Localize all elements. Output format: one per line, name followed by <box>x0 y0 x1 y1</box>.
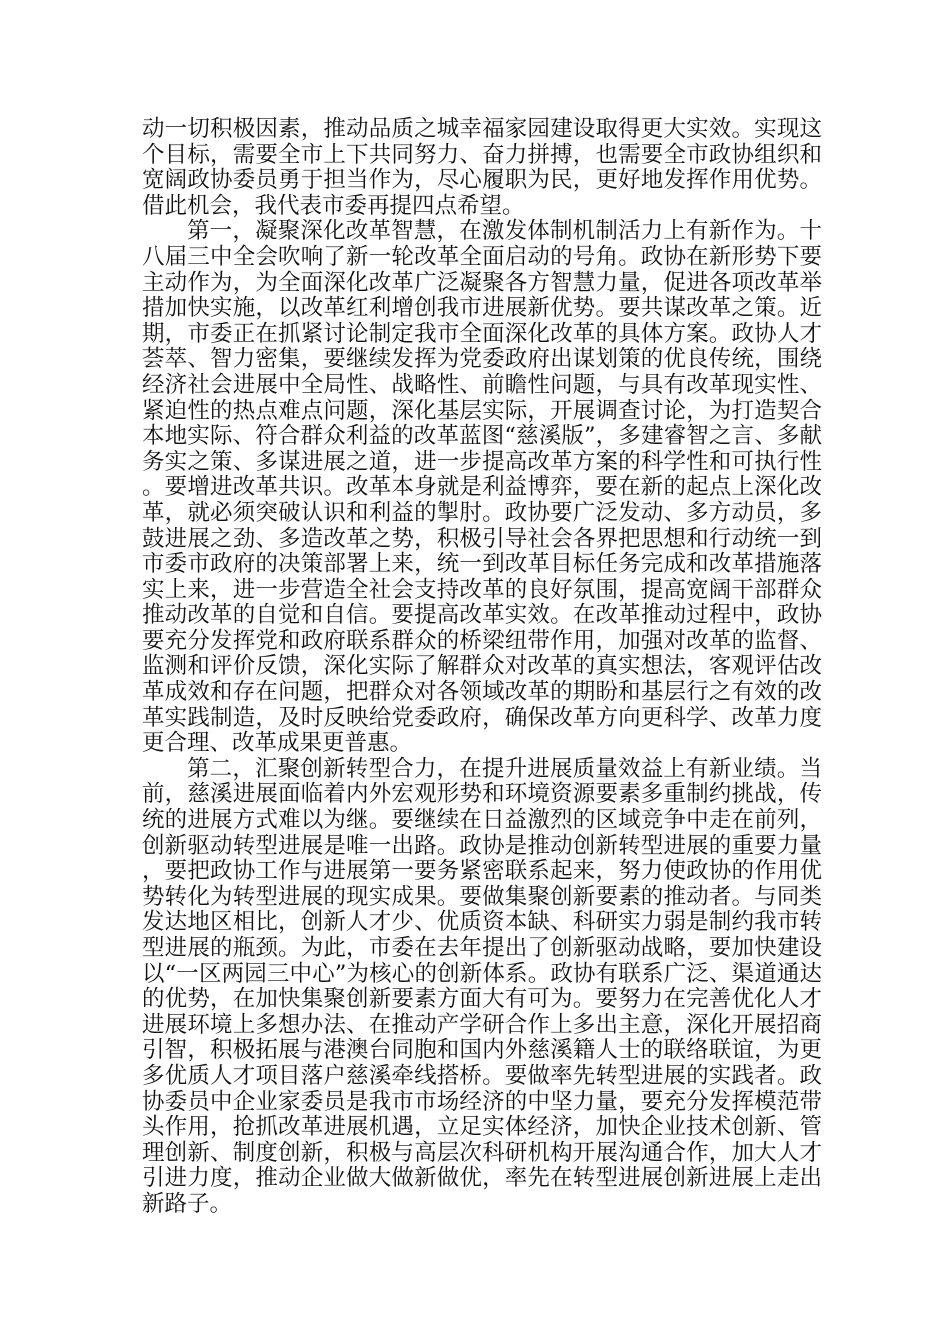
document-page <box>142 117 822 1218</box>
paragraph-second-point: 第二，汇聚创新转型合力，在提升进展质量效益上有新业绩。当前，慈溪进展面临着内外宏观形势和环境资源要素多重制约挑战，传统的进展方式难以为继。要继续在日益激烈的区域竞争中走在前列，创新驱动转型进展是唯一出路。政协是推动创新转型进展的重要力量，要把政协工作与进展第一要务紧密联系起来，努力使政协的作用优势转化为转型进展的现实成果。要做集聚创新要素的推动者。与同类发达地区相比，创新人才少、优质资本缺、科研实力弱是制约我市转型进展的瓶颈。为此，市委在去年提出了创新驱动战略，要加快建设以“一区两园三中心”为核心的创新体系。政协有联系广泛、渠道通达的优势，在加快集聚创新要素方面大有可为。要努力在完善优化人才进展环境上多想办法、在推动产学研合作上多出主意，深化开展招商引智，积极拓展与港澳台同胞和国内外慈溪籍人士的联络联谊，为更多优质人才项目落户慈溪牵线搭桥。要做率先转型进展的实践者。政协委员中企业家委员是我市市场经济的中坚力量，要充分发挥模范带头作用，抢抓改革进展机遇，立足实体经济，加快企业技术创新、管理创新、制度创新，积极与高层次科研机构开展沟通合作，加大人才引进力度，推动企业做大做新做优，率先在转型进展创新进展上走出新路子。 <box>142 755 822 1217</box>
paragraph-first-point: 第一，凝聚深化改革智慧，在激发体制机制活力上有新作为。十八届三中全会吹响了新一轮改革全面启动的号角。政协在新形势下要主动作为，为全面深化改革广泛凝聚各方智慧力量，促进各项改革举措加快实施，以改革红利增创我市进展新优势。要共谋改革之策。近期，市委正在抓紧讨论制定我市全面深化改革的具体方案。政协人才荟萃、智力密集，要继续发挥为党委政府出谋划策的优良传统，围绕经济社会进展中全局性、战略性、前瞻性问题，与具有改革现实性、紧迫性的热点难点问题，深化基层实际，开展调查讨论，为打造契合本地实际、符合群众利益的改革蓝图“慈溪版”，多建睿智之言、多献务实之策、多谋进展之道，进一步提高改革方案的科学性和可执行性。要增进改革共识。改革本身就是利益博弈，要在新的起点上深化改革，就必须突破认识和利益的掣肘。政协要广泛发动、多方动员，多鼓进展之劲、多造改革之势，积极引导社会各界把思想和行动统一到市委市政府的决策部署上来，统一到改革目标任务完成和改革措施落实上来，进一步营造全社会支持改革的良好氛围，提高宽阔干部群众推动改革的自觉和自信。要提高改革实效。在改革推动过程中，政协要充分发挥党和政府联系群众的桥梁纽带作用，加强对改革的监督、监测和评价反馈，深化实际了解群众对改革的真实想法，客观评估改革成效和存在问题，把群众对各领域改革的期盼和基层行之有效的改革实践制造，及时反映给党委政府，确保改革方向更科学、改革力度更合理、改革成果更普惠。 <box>142 218 822 757</box>
paragraph-intro: 动一切积极因素，推动品质之城幸福家园建设取得更大实效。实现这个目标，需要全市上下共同努力、奋力拼搏，也需要全市政协组织和宽阔政协委员勇于担当作为，尽心履职为民，更好地发挥作用优势。借此机会，我代表市委再提四点希望。 <box>142 116 822 219</box>
